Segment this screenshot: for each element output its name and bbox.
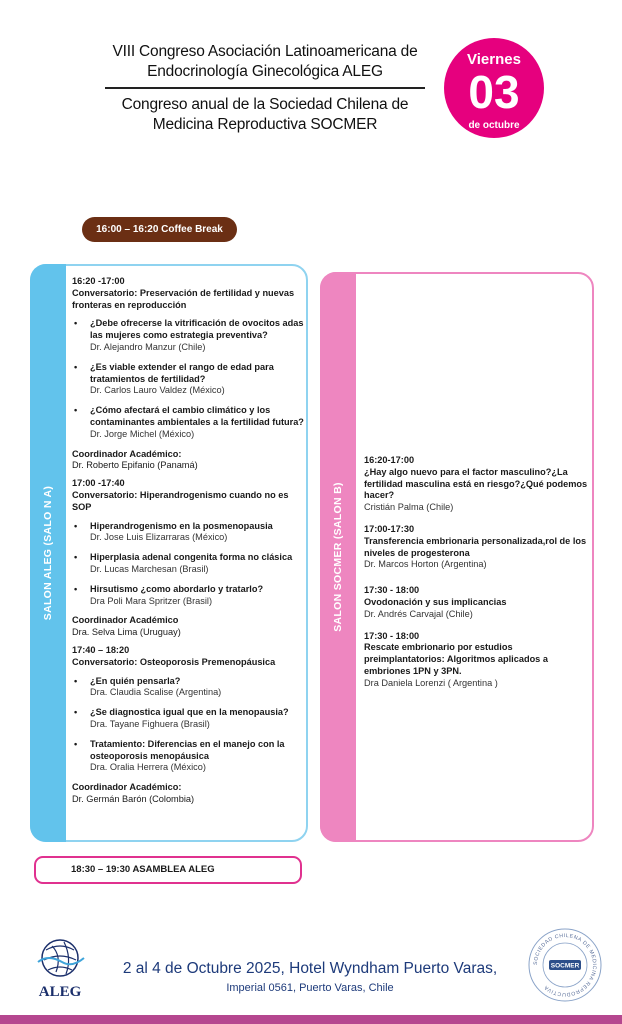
talk-item (72, 584, 304, 608)
talk-speaker: Dra. Oralia Herrera (México) (90, 762, 206, 773)
session-title: Conversatorio: Preservación de fertilidad y nuevas fronteras en reproducción (72, 287, 295, 310)
talk-time: 17:00-17:30 (364, 523, 415, 534)
venue-address: Imperial 0561, Puerto Varas, Chile (226, 982, 394, 994)
coordinator-name: Dra. Selva Lima (Uruguay) (72, 627, 181, 638)
seal-center-text: SOCMER (550, 962, 580, 970)
coordinator (72, 449, 304, 473)
talk-item (364, 524, 590, 571)
coordinator-label: Coordinador Académico: (72, 448, 182, 459)
talk-speaker: Dr. Andrés Carvajal (Chile) (364, 608, 473, 619)
aleg-logo (32, 932, 88, 1002)
bullet-icon: • (74, 583, 78, 594)
coordinator-label: Coordinador Académico (72, 615, 179, 626)
session-time: 17:00 -17:40 (72, 478, 125, 489)
title-line-1: VIII Congreso Asociación Latinoamericana de (112, 43, 418, 60)
talk-item (72, 552, 304, 576)
bullet-icon: • (74, 405, 78, 416)
talk-title: ¿Es viable extender el rango de edad para tratamientos de fertilidad? (90, 361, 274, 384)
talk-speaker: Dr. Lucas Marchesan (Brasil) (90, 563, 209, 574)
session-time: 16:20 -17:00 (72, 276, 125, 286)
date-badge (444, 38, 544, 138)
talk-title: Ovodonación y sus implicancias (364, 596, 507, 607)
globe-icon (32, 932, 88, 984)
talk-speaker: Dra. Claudia Scalise (Argentina) (90, 687, 222, 698)
talk-item (364, 631, 590, 690)
talk-item (72, 405, 304, 440)
talk-item (72, 362, 304, 397)
event-title (90, 42, 440, 135)
talk-title: Hiperplasia adenal congenita forma no clásica (90, 552, 293, 563)
coordinator-name: Dr. Roberto Epifanio (Panamá) (72, 460, 198, 471)
talk-speaker: Dra Daniela Lorenzi ( Argentina ) (364, 677, 498, 688)
session (72, 478, 304, 639)
aleg-room-panel (30, 264, 308, 842)
coffee-break-pill: 16:00 – 16:20 Coffee Break (82, 217, 237, 242)
title-line-4: Medicina Reproductiva SOCMER (152, 116, 378, 133)
session-title: Conversatorio: Hiperandrogenismo cuando no es SOP (72, 489, 289, 512)
coordinator (72, 615, 304, 639)
talk-speaker: Cristián Palma (Chile) (364, 502, 454, 513)
title-line-2: Endocrinología Ginecológica ALEG (147, 63, 383, 80)
bullet-icon: • (74, 520, 78, 531)
talk-item (364, 585, 590, 620)
socmer-room-label: SALON SOCMER (SALON B) (332, 482, 344, 632)
session (72, 645, 304, 806)
talk-item (72, 318, 304, 353)
day-number: 03 (468, 66, 520, 118)
title-line-3: Congreso anual de la Sociedad Chilena de (121, 96, 409, 113)
talk-title: ¿Debe ofrecerse la vitrificación de ovocitos adas las mujeres como estrategia preventiva? (90, 318, 304, 341)
session (72, 276, 304, 472)
seal-ring-text: SOCIEDAD CHILENA DE MEDICINA REPRODUCTIVA (532, 932, 598, 998)
talk-item (72, 676, 304, 700)
bullet-icon: • (74, 675, 78, 686)
session-title: Conversatorio: Osteoporosis Premenopáusica (72, 656, 276, 667)
month-label: de octubre (468, 120, 520, 131)
talk-item (72, 707, 304, 731)
talk-item (72, 521, 304, 545)
aleg-logo-text: ALEG (38, 984, 82, 1000)
socmer-room-panel (320, 272, 594, 842)
title-divider (105, 87, 425, 89)
aleg-room-label: SALON ALEG (SALO N A) (42, 485, 54, 621)
coordinator-label: Coordinador Académico: (72, 782, 182, 793)
talk-time: 17:30 - 18:00 (364, 630, 420, 641)
coordinator-name: Dr. Germán Barón (Colombia) (72, 793, 195, 804)
talk-speaker: Dr. Alejandro Manzur (Chile) (90, 341, 206, 352)
venue-info (90, 960, 530, 994)
talk-title: Transferencia embrionaria personalizada,rol de los niveles de progesterona (364, 535, 587, 558)
socmer-seal-logo (527, 927, 603, 1003)
talk-speaker: Dra. Tayane Fighuera (Brasil) (90, 718, 210, 729)
aleg-program (72, 276, 304, 812)
bullet-icon: • (74, 707, 78, 718)
venue-dates: 2 al 4 de Octubre 2025, Hotel Wyndham Puerto Varas, (122, 960, 498, 977)
talk-item (72, 739, 304, 774)
talk-title: ¿En quién pensarla? (90, 675, 181, 686)
aleg-room-strip (30, 264, 66, 842)
talk-title: Tratamiento: Diferencias en el manejo con la osteoporosis menopáusica (90, 738, 285, 761)
talk-item (364, 455, 590, 514)
talk-speaker: Dr. Carlos Lauro Valdez (México) (90, 385, 225, 396)
talk-time: 17:30 - 18:00 (364, 585, 420, 596)
day-name: Viernes (467, 51, 521, 68)
talk-title: Hirsutismo ¿como abordarlo y tratarlo? (90, 583, 264, 594)
talk-title: ¿Cómo afectará el cambio climático y los contaminantes ambientales a la fertilidad futura? (90, 405, 304, 427)
seal-icon (527, 927, 603, 1003)
bullet-icon: • (74, 738, 78, 749)
talk-title: Hiperandrogenismo en la posmenopausia (90, 520, 273, 531)
talk-speaker: Dr. Jorge Michel (México) (90, 428, 195, 439)
footer-bar (0, 1015, 622, 1024)
bullet-icon: • (74, 552, 78, 563)
bullet-icon: • (74, 361, 78, 372)
socmer-program (364, 455, 590, 700)
talk-speaker: Dra Poli Mara Spritzer (Brasil) (90, 595, 213, 606)
talk-time: 16:20-17:00 (364, 455, 415, 465)
bullet-icon: • (74, 318, 78, 329)
talk-speaker: Dr. Marcos Horton (Argentina) (364, 559, 487, 570)
talk-title: ¿Se diagnostica igual que en la menopausia? (90, 707, 289, 718)
assembly-pill: 18:30 – 19:30 ASAMBLEA ALEG (34, 856, 302, 884)
talk-title: ¿Hay algo nuevo para el factor masculino?¿La fertilidad masculina está en riesgo?¿Qué podemos hacer? (364, 466, 588, 501)
talk-title: Rescate embrionario por estudios preimplantatorios: Algoritmos aplicados a embriones 1PN y 3PN. (364, 642, 548, 676)
socmer-room-strip (320, 272, 356, 842)
coordinator (72, 782, 304, 806)
session-time: 17:40 – 18:20 (72, 644, 130, 655)
talk-speaker: Dr. Jose Luis Elizarraras (México) (90, 532, 228, 543)
